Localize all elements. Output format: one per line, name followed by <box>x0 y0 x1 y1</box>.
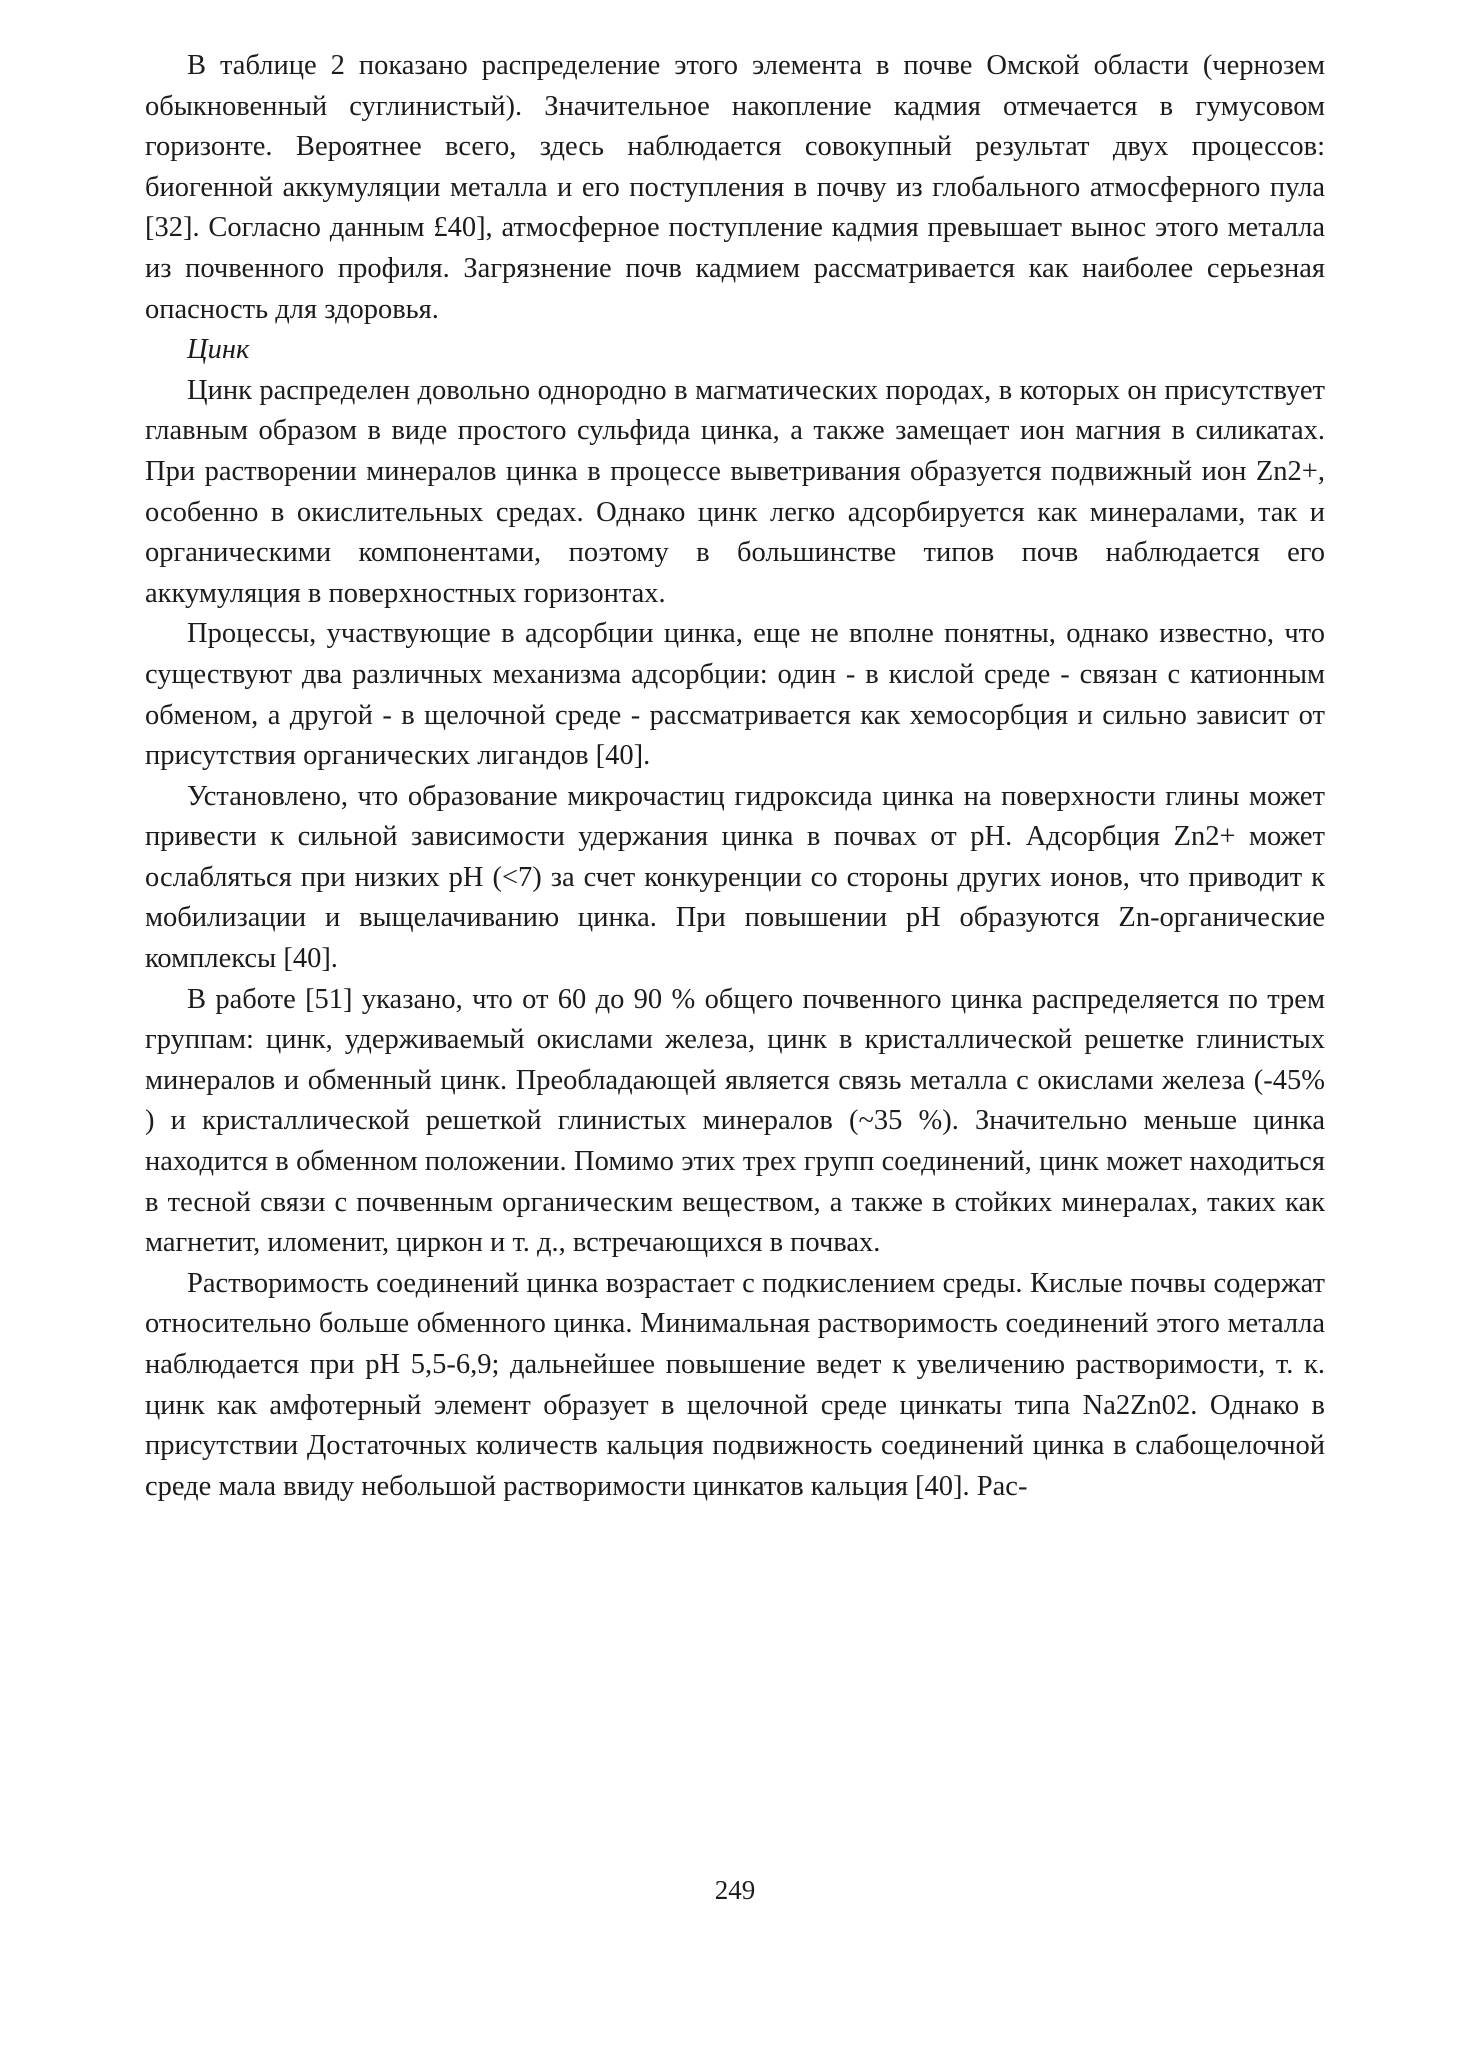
body-text <box>145 46 1325 1507</box>
paragraph-zinc-hydroxide: Установлено, что образование микрочастиц гидроксида цинка на поверхности глины может привести к сильной зависимости удержания цинка в почвах от pH. Адсорбция Zn2+ может ослабляться при низких pH (<7) за счет конкуренции со стороны других ионов, что приводит к мобилизации и выщелачиванию цинка. При повышении pH образуются Zn-органические комплексы [40]. <box>145 780 1325 975</box>
paragraph-zinc-groups: В работе [51] указано, что от 60 до 90 % общего почвенного цинка распределяется по трем группам: цинк, удерживаемый окислами железа, цинк в кристаллической решетке глинистых минералов и обменный цинк. Преобладающей является связь металла с окислами железа (-45% ) и кристаллической решеткой глинистых минералов (~35 %). Значительно меньше цинка находится в обменном положении. Помимо этих трех групп соединений, цинк может находиться в тесной связи с почвенным органическим веществом, а также в стойких минералах, таких как магнетит, иломенит, циркон и т. д., встречающихся в почвах. <box>145 983 1325 1259</box>
paragraph-zinc-solubility: Растворимость соединений цинка возрастает с подкислением среды. Кислые почвы содержат относительно больше обменного цинка. Минимальная растворимость соединений этого металла наблюдается при pH 5,5-6,9; дальнейшее повышение ведет к увеличению растворимости, т. к. цинк как амфотерный элемент образует в щелочной среде цинкаты типа Na2Zn02. Однако в присутствии Достаточных количеств кальция подвижность соединений цинка в слабощелочной среде мала ввиду небольшой растворимости цинкатов кальция [40]. Рас- <box>145 1267 1325 1502</box>
paragraph-zinc-distribution: Цинк распределен довольно однородно в магматических породах, в которых он присутствует главным образом в виде простого сульфида цинка, а также замещает ион магния в силикатах. При растворении минералов цинка в процессе выветривания образуется подвижный ион Zn2+, особенно в окислительных средах. Однако цинк легко адсорбируется как минералами, так и органическими компонентами, поэтому в большинстве типов почв наблюдается его аккумуляция в поверхностных горизонтах. <box>145 374 1325 609</box>
paragraph-cadmium-distribution: В таблице 2 показано распределение этого элемента в почве Омской области (чернозем обыкновенный суглинистый). Значительное накопление кадмия отмечается в гумусовом горизонте. Вероятнее всего, здесь наблюдается совокупный результат двух процессов: биогенной аккумуляции металла и его поступления в почву из глобального атмосферного пула [32]. Согласно данным £40], атмосферное поступление кадмия превышает вынос этого металла из почвенного профиля. Загрязнение почв кадмием рассматривается как наиболее серьезная опасность для здоровья. <box>145 50 1325 325</box>
paragraph-zinc-adsorption: Процессы, участвующие в адсорбции цинка, еще не вполне понятны, однако известно, что существуют два различных механизма адсорбции: один - в кислой среде - связан с катионным обменом, а другой - в щелочной среде - рассматривается как хемосорбция и сильно зависит от присутствия органических лигандов [40]. <box>145 618 1325 772</box>
page-number: 249 <box>714 1875 756 1905</box>
section-heading-zinc: Цинк <box>187 334 250 366</box>
